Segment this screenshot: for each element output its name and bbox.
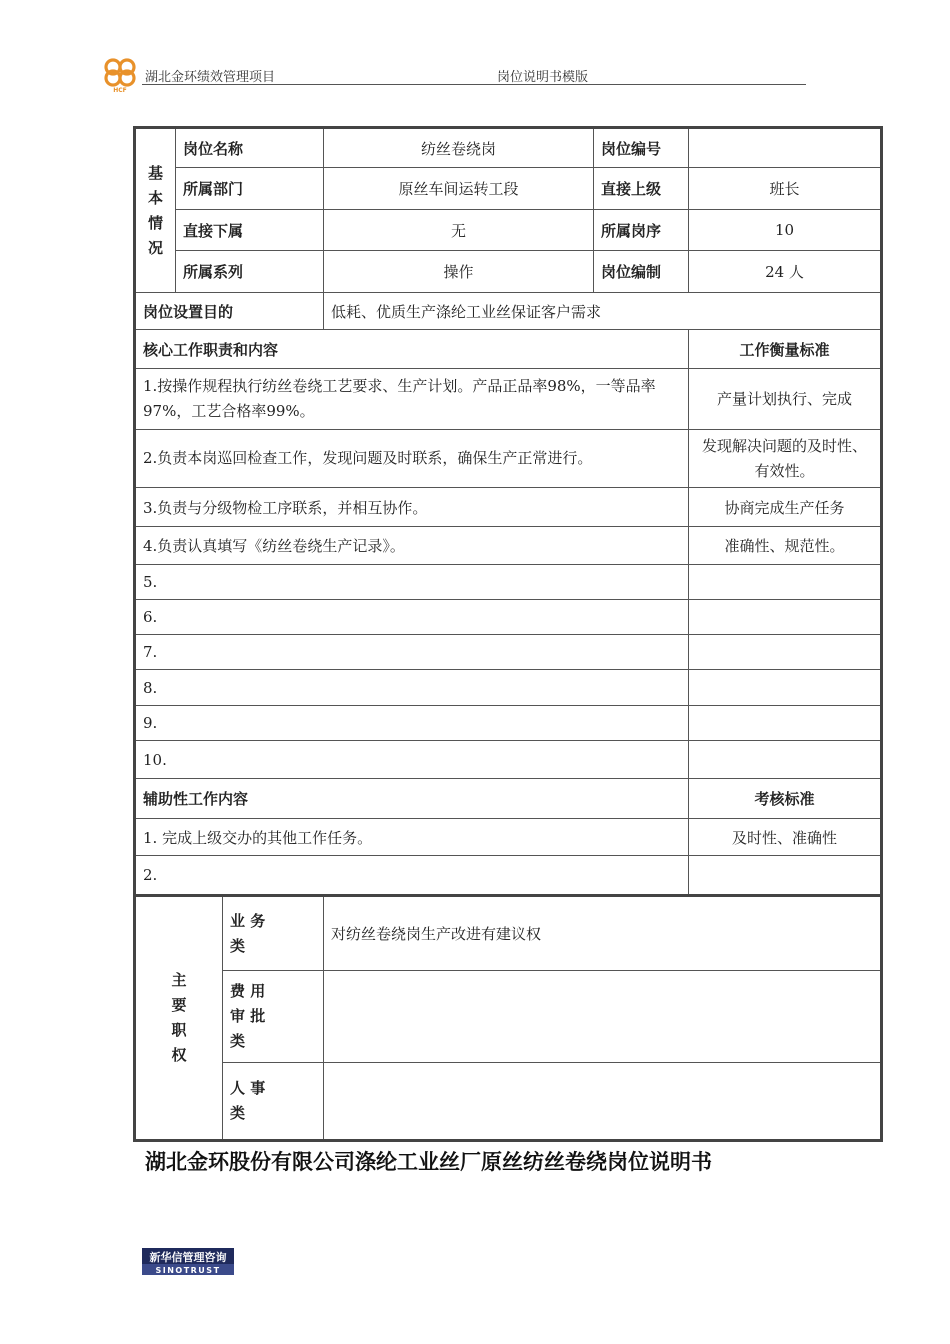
core-item-row (135, 369, 882, 430)
core-item-standard: 产量计划执行、完成 (689, 369, 882, 430)
hcf-logo-icon (100, 54, 140, 94)
aux-item-text: 2. (135, 856, 689, 896)
powers-section-label: 主 要 职 权 (135, 896, 223, 1141)
basic-row (135, 251, 882, 293)
header-project-name: 湖北金环绩效管理项目 (145, 70, 276, 85)
aux-header-row (135, 779, 882, 819)
core-item-row (135, 600, 882, 635)
core-item-standard (689, 741, 882, 779)
core-item-text: 5. (135, 565, 689, 600)
power-row (135, 896, 882, 971)
power-category-label: 业 务 类 (223, 896, 324, 971)
core-item-text: 4.负责认真填写《纺丝卷绕生产记录》。 (135, 527, 689, 565)
core-item-row (135, 635, 882, 670)
basic-row (135, 168, 882, 210)
basic-label: 岗位编号 (594, 128, 689, 168)
basic-value: 操作 (324, 251, 594, 293)
power-category-label: 人 事 类 (223, 1063, 324, 1141)
core-item-standard (689, 706, 882, 741)
svg-text:新华信管理咨询: 新华信管理咨询 (149, 1251, 227, 1264)
aux-item-standard (689, 856, 882, 896)
power-category-value: 对纺丝卷绕岗生产改进有建议权 (324, 896, 882, 971)
sinotrust-logo-icon (142, 1248, 234, 1275)
aux-item-row (135, 819, 882, 856)
purpose-value: 低耗、优质生产涤纶工业丝保证客户需求 (324, 293, 882, 330)
basic-label: 直接上级 (594, 168, 689, 210)
core-item-standard (689, 600, 882, 635)
job-description-table (133, 126, 883, 1142)
basic-label: 岗位名称 (176, 128, 324, 168)
core-item-text: 3.负责与分级物检工序联系，并相互协作。 (135, 488, 689, 527)
core-item-text: 1.按操作规程执行纺丝卷绕工艺要求、生产计划。产品正品率98%，一等品率97%，工艺合格率99%。 (135, 369, 689, 430)
core-item-standard (689, 635, 882, 670)
basic-value: 纺丝卷绕岗 (324, 128, 594, 168)
core-item-standard (689, 565, 882, 600)
core-item-row (135, 670, 882, 706)
core-item-standard (689, 670, 882, 706)
basic-label: 所属岗序 (594, 210, 689, 251)
core-item-text: 10. (135, 741, 689, 779)
core-header-row (135, 330, 882, 369)
core-item-row (135, 488, 882, 527)
header-rule (142, 84, 806, 85)
core-item-standard: 发现解决问题的及时性、有效性。 (689, 430, 882, 488)
basic-label: 所属部门 (176, 168, 324, 210)
core-item-text: 6. (135, 600, 689, 635)
power-category-value (324, 971, 882, 1063)
core-item-standard: 准确性、规范性。 (689, 527, 882, 565)
header-template-name: 岗位说明书模版 (497, 70, 589, 85)
basic-label: 岗位编制 (594, 251, 689, 293)
core-item-standard: 协商完成生产任务 (689, 488, 882, 527)
aux-item-standard: 及时性、准确性 (689, 819, 882, 856)
basic-value: 原丝车间运转工段 (324, 168, 594, 210)
basic-row (135, 210, 882, 251)
core-item-row (135, 565, 882, 600)
core-item-row (135, 430, 882, 488)
power-category-value (324, 1063, 882, 1141)
power-row (135, 971, 882, 1063)
svg-text:HCF: HCF (113, 87, 127, 94)
core-item-text: 2.负责本岗巡回检查工作，发现问题及时联系，确保生产正常进行。 (135, 430, 689, 488)
aux-header-right: 考核标准 (689, 779, 882, 819)
core-header-left: 核心工作职责和内容 (135, 330, 689, 369)
aux-header-left: 辅助性工作内容 (135, 779, 689, 819)
core-item-text: 9. (135, 706, 689, 741)
basic-value (689, 128, 882, 168)
basic-row (135, 128, 882, 168)
svg-text:SINOTRUST: SINOTRUST (155, 1266, 221, 1275)
purpose-row (135, 293, 882, 330)
basic-value: 无 (324, 210, 594, 251)
core-item-row (135, 527, 882, 565)
document-title: 湖北金环股份有限公司涤纶工业丝厂原丝纺丝卷绕岗位说明书 (145, 1150, 712, 1174)
core-item-text: 8. (135, 670, 689, 706)
aux-item-text: 1. 完成上级交办的其他工作任务。 (135, 819, 689, 856)
power-row (135, 1063, 882, 1141)
basic-label: 直接下属 (176, 210, 324, 251)
core-item-row (135, 706, 882, 741)
basic-value: 24 人 (689, 251, 882, 293)
basic-value: 10 (689, 210, 882, 251)
basic-value: 班长 (689, 168, 882, 210)
basic-section-label: 基 本 情 况 (135, 128, 176, 293)
basic-label: 所属系列 (176, 251, 324, 293)
core-header-right: 工作衡量标准 (689, 330, 882, 369)
aux-item-row (135, 856, 882, 896)
power-category-label: 费 用 审 批 类 (223, 971, 324, 1063)
core-item-row (135, 741, 882, 779)
purpose-label: 岗位设置目的 (135, 293, 324, 330)
core-item-text: 7. (135, 635, 689, 670)
